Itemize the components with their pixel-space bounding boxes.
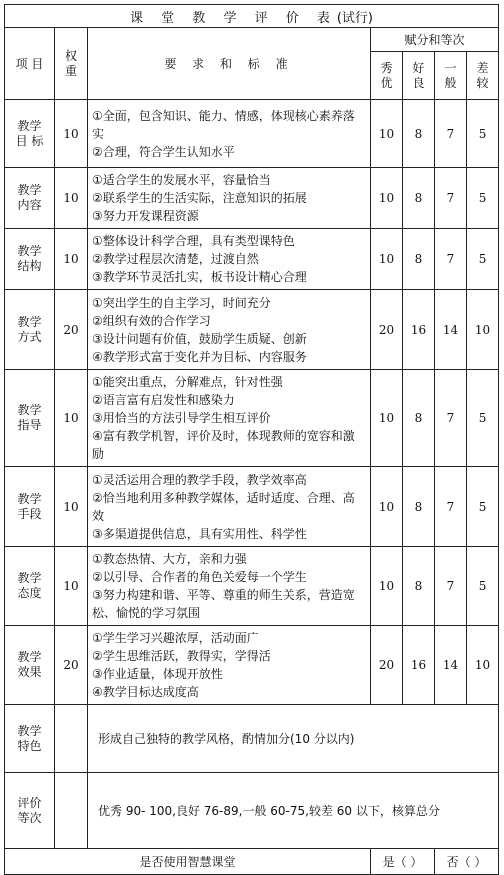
feature-item xyxy=(5,705,55,773)
row-item-line: 教学 xyxy=(17,183,42,197)
score-cell: 8 xyxy=(403,370,435,467)
feature-text: 形成自己独特的教学风格，酌情加分(10 分以内) xyxy=(88,705,499,773)
score-cell: 10 xyxy=(467,290,499,370)
score-cell: 5 xyxy=(467,547,499,626)
score-cell: 8 xyxy=(403,100,435,168)
grade-item xyxy=(5,773,55,849)
row-item-line: 手段 xyxy=(17,506,42,521)
requirement-line: ①全面，包含知识、能力、情感，体现核心素养落实 xyxy=(92,108,355,141)
requirement-line: ②恰当地利用多种教学媒体，适时适度、合理、高效 xyxy=(92,490,355,523)
row-weight: 10 xyxy=(55,168,88,229)
requirement-line: ①突出学生的自主学习，时间充分 xyxy=(92,295,271,310)
requirement-line: ③教学环节灵活扎实，板书设计精心合理 xyxy=(92,270,307,284)
table-row xyxy=(5,547,499,626)
smart-classroom-no[interactable]: 否（ ） xyxy=(435,849,499,875)
requirement-line: ③努力开发课程资源 xyxy=(92,209,199,223)
row-item xyxy=(5,168,55,229)
row-weight: 20 xyxy=(55,290,88,370)
requirement-line: ①灵活运用合理的教学手段，教学效率高 xyxy=(92,472,307,487)
score-cell: 20 xyxy=(371,290,403,370)
row-requirements xyxy=(88,467,371,547)
score-cell: 10 xyxy=(371,467,403,547)
row-item-line: 内容 xyxy=(17,198,42,212)
score-cell: 5 xyxy=(467,370,499,467)
requirement-line: ③多渠道提供信息，具有实用性、科学性 xyxy=(92,526,307,541)
requirement-line: ①能突出重点，分解难点，针对性强 xyxy=(92,375,283,389)
row-requirements xyxy=(88,100,371,168)
row-item-line: 教学 xyxy=(17,571,42,585)
header-grade-char: 一 xyxy=(444,60,457,75)
grade-item-line2: 等次 xyxy=(17,810,42,825)
row-item xyxy=(5,290,55,370)
score-cell: 10 xyxy=(371,370,403,467)
requirement-line: ②语言富有启发性和感染力 xyxy=(92,393,235,407)
requirement-line: ②组织有效的合作学习 xyxy=(92,313,211,328)
requirement-line: ②合理，符合学生认知水平 xyxy=(92,144,235,159)
row-item-line: 教学 xyxy=(17,403,42,417)
header-grade-0 xyxy=(371,52,403,100)
row-item-line: 教学 xyxy=(17,650,42,664)
requirement-line: ①教态热情、大方，亲和力强 xyxy=(92,552,247,566)
row-requirements xyxy=(88,229,371,290)
requirement-line: ①整体设计科学合理，具有类型课特色 xyxy=(92,234,295,248)
header-grade-char: 好 xyxy=(412,60,425,75)
header-grade-2 xyxy=(435,52,467,100)
row-item xyxy=(5,467,55,547)
requirement-line: ③作业适量，体现开放性 xyxy=(92,667,223,681)
table-row xyxy=(5,168,499,229)
grade-weight xyxy=(55,773,88,849)
row-weight: 10 xyxy=(55,467,88,547)
score-cell: 10 xyxy=(467,626,499,705)
score-cell: 10 xyxy=(371,547,403,626)
row-item xyxy=(5,370,55,467)
score-cell: 16 xyxy=(403,626,435,705)
score-cell: 7 xyxy=(435,168,467,229)
row-item-line: 教学 xyxy=(17,244,42,258)
row-item-line: 效果 xyxy=(17,665,42,679)
evaluation-table xyxy=(4,4,499,875)
row-requirements xyxy=(88,370,371,467)
requirement-line: ①适合学生的发展水平，容量恰当 xyxy=(92,173,271,187)
header-grade-3 xyxy=(467,52,499,100)
grade-text: 优秀 90- 100,良好 76-89,一般 60-75,较差 60 以下，核算总分 xyxy=(88,773,499,849)
table-title-suffix: (试行) xyxy=(336,10,373,26)
score-cell: 5 xyxy=(467,100,499,168)
score-cell: 10 xyxy=(371,100,403,168)
row-item-line: 教学 xyxy=(17,314,42,329)
header-weight xyxy=(55,28,88,100)
requirement-line: ②联系学生的生活实际，注意知识的拓展 xyxy=(92,191,307,205)
table-row xyxy=(5,626,499,705)
row-item xyxy=(5,547,55,626)
row-item-line: 方式 xyxy=(17,329,42,344)
row-item-line: 目 标 xyxy=(15,133,44,148)
score-cell: 8 xyxy=(403,467,435,547)
score-cell: 8 xyxy=(403,168,435,229)
feature-weight xyxy=(55,705,88,773)
header-grade-char: 秀 xyxy=(380,60,393,75)
table-title-main: 课 堂 教 学 评 价 表 xyxy=(130,10,337,26)
row-item-line: 指导 xyxy=(17,418,42,432)
row-item-line: 教学 xyxy=(17,118,42,133)
header-score-group: 赋分和等次 xyxy=(371,28,499,52)
header-grade-char: 差 xyxy=(476,60,489,75)
header-grade-1 xyxy=(403,52,435,100)
score-cell: 20 xyxy=(371,626,403,705)
requirement-line: ②学生思维活跃，教得实，学得活 xyxy=(92,649,271,663)
table-title xyxy=(5,5,499,28)
header-grade-char: 优 xyxy=(380,75,393,90)
row-weight: 10 xyxy=(55,100,88,168)
score-cell: 5 xyxy=(467,229,499,290)
row-requirements xyxy=(88,168,371,229)
smart-classroom-label: 是否使用智慧课堂 xyxy=(5,849,371,875)
row-requirements xyxy=(88,626,371,705)
requirement-line: ④教学形式富于变化并为目标、内容服务 xyxy=(92,349,307,364)
feature-item-line1: 教学 xyxy=(17,723,42,738)
header-weight-line1: 权 xyxy=(64,48,77,63)
row-item xyxy=(5,626,55,705)
score-cell: 10 xyxy=(371,168,403,229)
table-row xyxy=(5,100,499,168)
score-cell: 7 xyxy=(435,229,467,290)
table-row xyxy=(5,290,499,370)
row-item-line: 结构 xyxy=(17,259,42,273)
score-cell: 7 xyxy=(435,370,467,467)
requirement-line: ①学生学习兴趣浓厚，活动面广 xyxy=(92,631,259,645)
row-weight: 10 xyxy=(55,547,88,626)
smart-classroom-yes[interactable]: 是（ ） xyxy=(371,849,435,875)
requirement-line: ②教学过程层次清楚，过渡自然 xyxy=(92,252,259,266)
score-cell: 14 xyxy=(435,626,467,705)
score-cell: 7 xyxy=(435,100,467,168)
row-item xyxy=(5,229,55,290)
score-cell: 5 xyxy=(467,467,499,547)
requirement-line: ④富有教学机智，评价及时，体现教师的宽容和激励 xyxy=(92,429,355,461)
score-cell: 16 xyxy=(403,290,435,370)
header-grade-char: 良 xyxy=(412,75,425,90)
row-requirements xyxy=(88,547,371,626)
row-item xyxy=(5,100,55,168)
requirement-line: ④教学目标达成度高 xyxy=(92,685,199,699)
table-row xyxy=(5,370,499,467)
feature-item-line2: 特色 xyxy=(17,738,42,753)
header-requirement: 要 求 和 标 准 xyxy=(88,28,371,100)
score-cell: 14 xyxy=(435,290,467,370)
header-grade-char: 较 xyxy=(476,75,489,90)
requirement-line: ③设计问题有价值，鼓励学生质疑、创新 xyxy=(92,331,307,346)
row-weight: 20 xyxy=(55,626,88,705)
header-grade-char: 般 xyxy=(444,75,457,90)
row-item-line: 教学 xyxy=(17,491,42,506)
row-weight: 10 xyxy=(55,229,88,290)
table-row xyxy=(5,467,499,547)
header-weight-line2: 重 xyxy=(64,63,77,78)
row-item-line: 态度 xyxy=(17,586,42,600)
row-requirements xyxy=(88,290,371,370)
score-cell: 8 xyxy=(403,547,435,626)
table-row xyxy=(5,229,499,290)
grade-item-line1: 评价 xyxy=(17,795,42,810)
requirement-line: ③用恰当的方法引导学生相互评价 xyxy=(92,411,271,425)
score-cell: 10 xyxy=(371,229,403,290)
score-cell: 5 xyxy=(467,168,499,229)
header-item: 项 目 xyxy=(5,28,55,100)
score-cell: 7 xyxy=(435,547,467,626)
requirement-line: ②以引导、合作者的角色关爱每一个学生 xyxy=(92,570,307,584)
requirement-line: ③努力构建和谐、平等、尊重的师生关系，营造宽松、愉悦的学习氛围 xyxy=(92,588,355,620)
score-cell: 7 xyxy=(435,467,467,547)
score-cell: 8 xyxy=(403,229,435,290)
row-weight: 10 xyxy=(55,370,88,467)
